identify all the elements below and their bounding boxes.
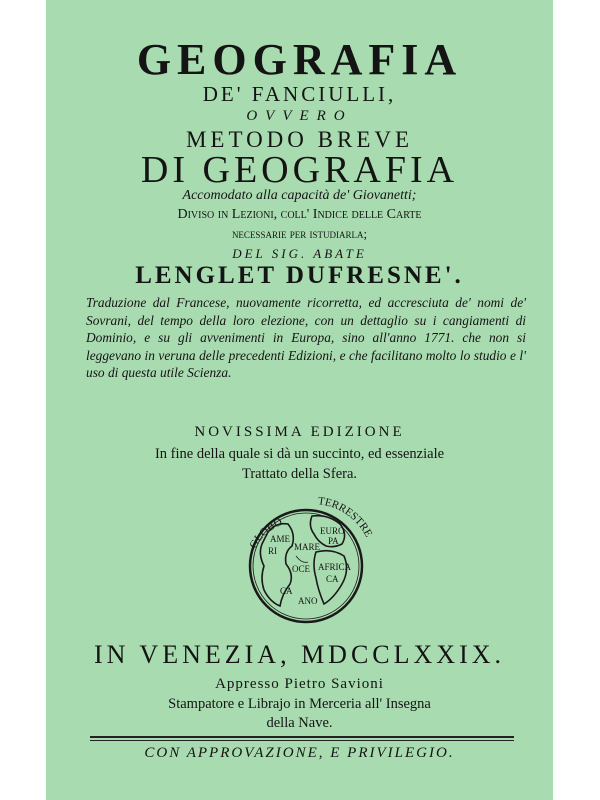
globe-label-terrestre: TERRESTRE: [317, 495, 375, 540]
globe-label-ca-2: CA: [280, 586, 293, 596]
approvazione-line: CON APPROVAZIONE, E PRIVILEGIO.: [144, 745, 455, 761]
stampatore-line: Stampatore e Librajo in Merceria all' Insegna: [168, 696, 431, 712]
globe-label-globo: GLOBO: [247, 516, 285, 551]
edition-line: NOVISSIMA EDIZIONE: [194, 424, 405, 440]
globe-label-pa: PA: [328, 536, 339, 546]
subtitle-di-geografia: DI GEOGRAFIA: [140, 149, 459, 191]
ovvero-line: OVVERO: [246, 108, 353, 124]
della-nave-line: della Nave.: [266, 715, 333, 731]
description-paragraph: Traduzione dal Francese, nuovamente ricorretta, ed accresciuta de' nomi de' Sovrani, del tempo della loro elezione, con un dettaglio su i cangiamenti di Dominio, e su gli avvenimenti in Europa, sino all'anno 1771. che non si leggevano in veruna delle precedenti Edizioni, e che facilitano molto lo studio e l' uso di questa utile Scienza.: [86, 295, 526, 381]
globe-label-mare: MARE: [294, 542, 321, 552]
divider-rule: [90, 736, 514, 738]
globe-label-ri: RI: [268, 546, 277, 556]
globe-label-euro: EURO: [320, 526, 345, 536]
in-fine-line: In fine della quale si dà un succinto, ed essenziale: [154, 446, 445, 462]
divider-rule-thin: [90, 740, 514, 741]
subtitle-fanciulli: DE' FANCIULLI,: [202, 82, 397, 106]
necessarie-line: necessarie per istudiarla;: [231, 226, 368, 241]
globe-label-africa: AFRICA: [318, 562, 352, 572]
book-title: GEOGRAFIA: [136, 35, 463, 84]
subtitle-metodo-breve: METODO BREVE: [185, 127, 414, 152]
author-name: LENGLET DUFRESNE'.: [135, 262, 464, 289]
appresso-line: Appresso Pietro Savioni: [215, 676, 384, 692]
globe-label-oce: OCE: [292, 564, 310, 574]
accomodato-line: Accomodato alla capacità de' Giovanetti;: [182, 188, 417, 203]
imprint-place: IN VENEZIA, MDCCLXXIX.: [93, 640, 506, 669]
globe-label-ca: CA: [326, 574, 339, 584]
diviso-line: Diviso in Lezioni, coll' Indice delle Carte: [177, 207, 422, 222]
globe-label-ame: AME: [270, 534, 290, 544]
globe-illustration: [224, 494, 379, 629]
globe-label-ano: ANO: [298, 596, 318, 606]
trattato-line: Trattato della Sfera.: [241, 466, 358, 482]
del-sig-abate-line: DEL SIG. ABATE: [232, 246, 367, 261]
title-page: [46, 0, 553, 800]
